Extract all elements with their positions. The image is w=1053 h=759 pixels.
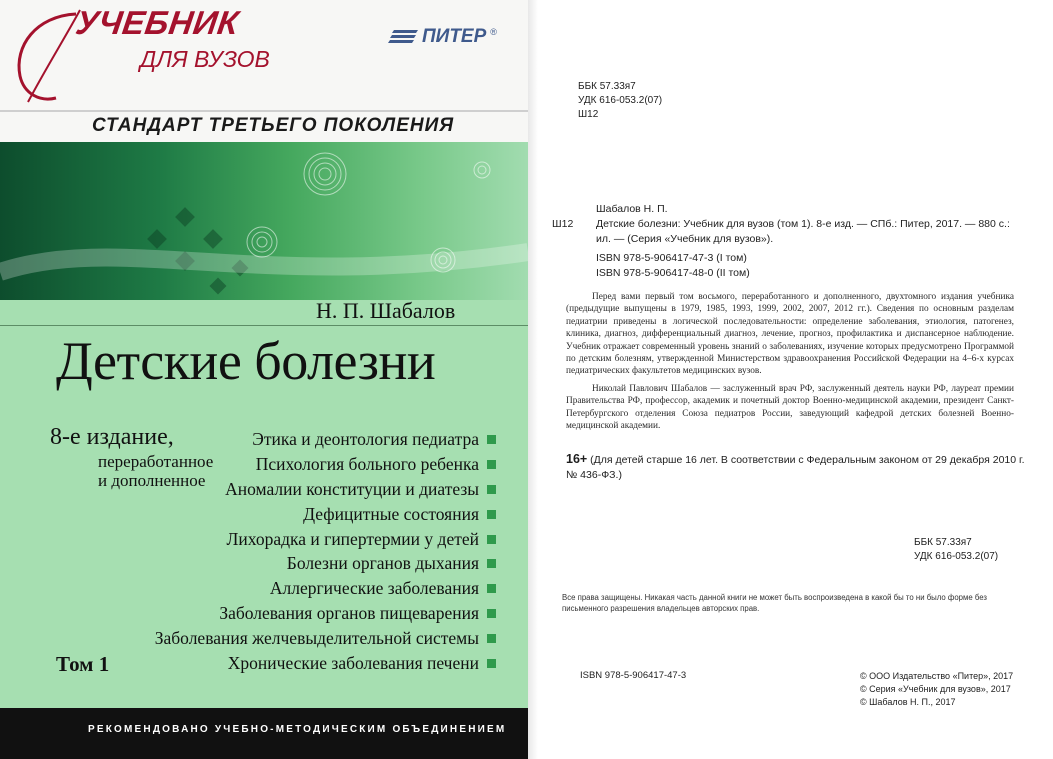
recommendation-bar bbox=[0, 708, 528, 759]
page-gutter bbox=[528, 0, 538, 759]
edition-line: и дополненное bbox=[98, 471, 206, 490]
copyright-lines bbox=[860, 670, 1013, 709]
topic-item: Психология больного ребенка bbox=[155, 452, 496, 477]
edition-label: 8-е издание, bbox=[50, 424, 174, 450]
topic-item: Этика и деонтология педиатра bbox=[155, 427, 496, 452]
bullet-square-icon bbox=[487, 634, 496, 643]
bullet-square-icon bbox=[487, 485, 496, 494]
divider bbox=[0, 325, 528, 326]
standard-label: СТАНДАРТ ТРЕТЬЕГО ПОКОЛЕНИЯ bbox=[92, 115, 455, 136]
publisher-name: ПИТЕР bbox=[422, 26, 487, 47]
topic-item: Хронические заболевания печени bbox=[155, 651, 496, 676]
copyright-line: © ООО Издательство «Питер», 2017 bbox=[860, 671, 1014, 681]
standard-bar bbox=[0, 110, 528, 142]
bib-author: Шабалов Н. П. bbox=[596, 203, 668, 215]
bullet-square-icon bbox=[487, 460, 496, 469]
publisher-logo bbox=[388, 26, 497, 48]
author-code: Ш12 bbox=[578, 109, 599, 120]
age-rating bbox=[566, 452, 1026, 483]
bullet-square-icon bbox=[487, 609, 496, 618]
age-mark: 16+ bbox=[566, 452, 588, 466]
cover-illustration bbox=[0, 142, 528, 300]
bbk-code: ББК 57.33я7 bbox=[914, 537, 972, 548]
author-name: Н. П. Шабалов bbox=[316, 298, 456, 323]
copyright-line: © Серия «Учебник для вузов», 2017 bbox=[860, 684, 1011, 694]
publisher-stripes-icon bbox=[388, 29, 418, 45]
volume-label: Том 1 bbox=[56, 652, 110, 676]
classification-top bbox=[578, 80, 662, 122]
copyright-page bbox=[538, 0, 1053, 759]
udk-code: УДК 616-053.2(07) bbox=[578, 95, 663, 106]
classification-bottom bbox=[914, 536, 998, 564]
isbn-volume-1: ISBN 978-5-906417-47-3 (I том) bbox=[596, 252, 747, 264]
bullet-square-icon bbox=[487, 510, 496, 519]
bullet-square-icon bbox=[487, 535, 496, 544]
topic-item: Дефицитные состояния bbox=[155, 502, 496, 527]
udk-code: УДК 616-053.2(07) bbox=[914, 551, 999, 562]
recommendation-text: РЕКОМЕНДОВАНО УЧЕБНО-МЕТОДИЧЕСКИМ ОБЪЕДИНЕНИЕМ bbox=[88, 724, 507, 735]
bib-description: Детские болезни: Учебник для вузов (том 1). 8-е изд. — СПб.: Питер, 2017. — 880 с.: ил. — (Серия «Учебник для вузов»). bbox=[596, 218, 1010, 245]
bibliographic-record bbox=[596, 202, 1026, 281]
topic-item: Заболевания желчевыделительной системы bbox=[155, 626, 496, 651]
series-subtitle: ДЛЯ ВУЗОВ bbox=[140, 46, 270, 72]
rights-notice: Все права защищены. Никакая часть данной книги не может быть воспроизведена в какой бы то ни было форме без письменного разрешения владельцев авторских прав. bbox=[562, 593, 987, 613]
age-note: (Для детей старше 16 лет. В соответствии с Федеральным законом от 29 декабря 2010 г. № 436-ФЗ.) bbox=[566, 454, 1025, 481]
topic-item: Заболевания органов пищеварения bbox=[155, 601, 496, 626]
bullet-square-icon bbox=[487, 584, 496, 593]
topic-item: Болезни органов дыхания bbox=[155, 551, 496, 576]
edition-line: переработанное bbox=[98, 452, 214, 471]
series-title: УЧЕБНИК bbox=[73, 4, 242, 41]
topics-list bbox=[155, 427, 496, 676]
isbn-bottom: ISBN 978-5-906417-47-3 bbox=[580, 670, 687, 681]
isbn-volume-2: ISBN 978-5-906417-48-0 (II том) bbox=[596, 267, 750, 279]
book-title: Детские болезни bbox=[56, 331, 436, 391]
bullet-square-icon bbox=[487, 659, 496, 668]
topic-item: Аллергические заболевания bbox=[155, 576, 496, 601]
topic-item: Лихорадка и гипертермии у детей bbox=[155, 527, 496, 552]
bullet-square-icon bbox=[487, 559, 496, 568]
bullet-square-icon bbox=[487, 435, 496, 444]
cover-header bbox=[0, 0, 528, 110]
annotation-paragraph: Николай Павлович Шабалов — заслуженный врач РФ, заслуженный деятель науки РФ, лауреат премии Правительства РФ, профессор, академик и почетный доктор Военно-медицинской академии, президент Санкт-Петербургского отделения Союза педиатров России, заведующий кафедрой детских болезней Военно-медицинской академии. bbox=[566, 383, 1014, 432]
bbk-code: ББК 57.33я7 bbox=[578, 81, 636, 92]
registered-mark: ® bbox=[490, 27, 497, 37]
copyright-line: © Шабалов Н. П., 2017 bbox=[860, 697, 956, 707]
annotation-paragraph: Перед вами первый том восьмого, переработанного и дополненного, двухтомного издания учебника (предыдущие выпущены в 1979, 1985, 1993, 1999, 2002, 2007, 2012 гг.). Сведения по основным разделам педиатрии приведены в логической последовательности: определение заболевания, этиология, патогенез, клиника, диагноз, дифференциальный диагноз, лечение, прогноз, профилактика и диспансерное наблюдение. Учебник отражает современный уровень знаний о заболеваниях, изучение которых предусмотрено Программой по детским болезням, утвержденной Министерством здравоохранения Российской Федерации на 4–6-х курсах педиатрических факультетов медицинских вузов. bbox=[566, 292, 1014, 377]
ripple-illustration-icon bbox=[0, 142, 528, 300]
annotation bbox=[566, 291, 1014, 437]
topic-item: Аномалии конституции и диатезы bbox=[155, 477, 496, 502]
bib-author-code: Ш12 bbox=[552, 218, 574, 230]
